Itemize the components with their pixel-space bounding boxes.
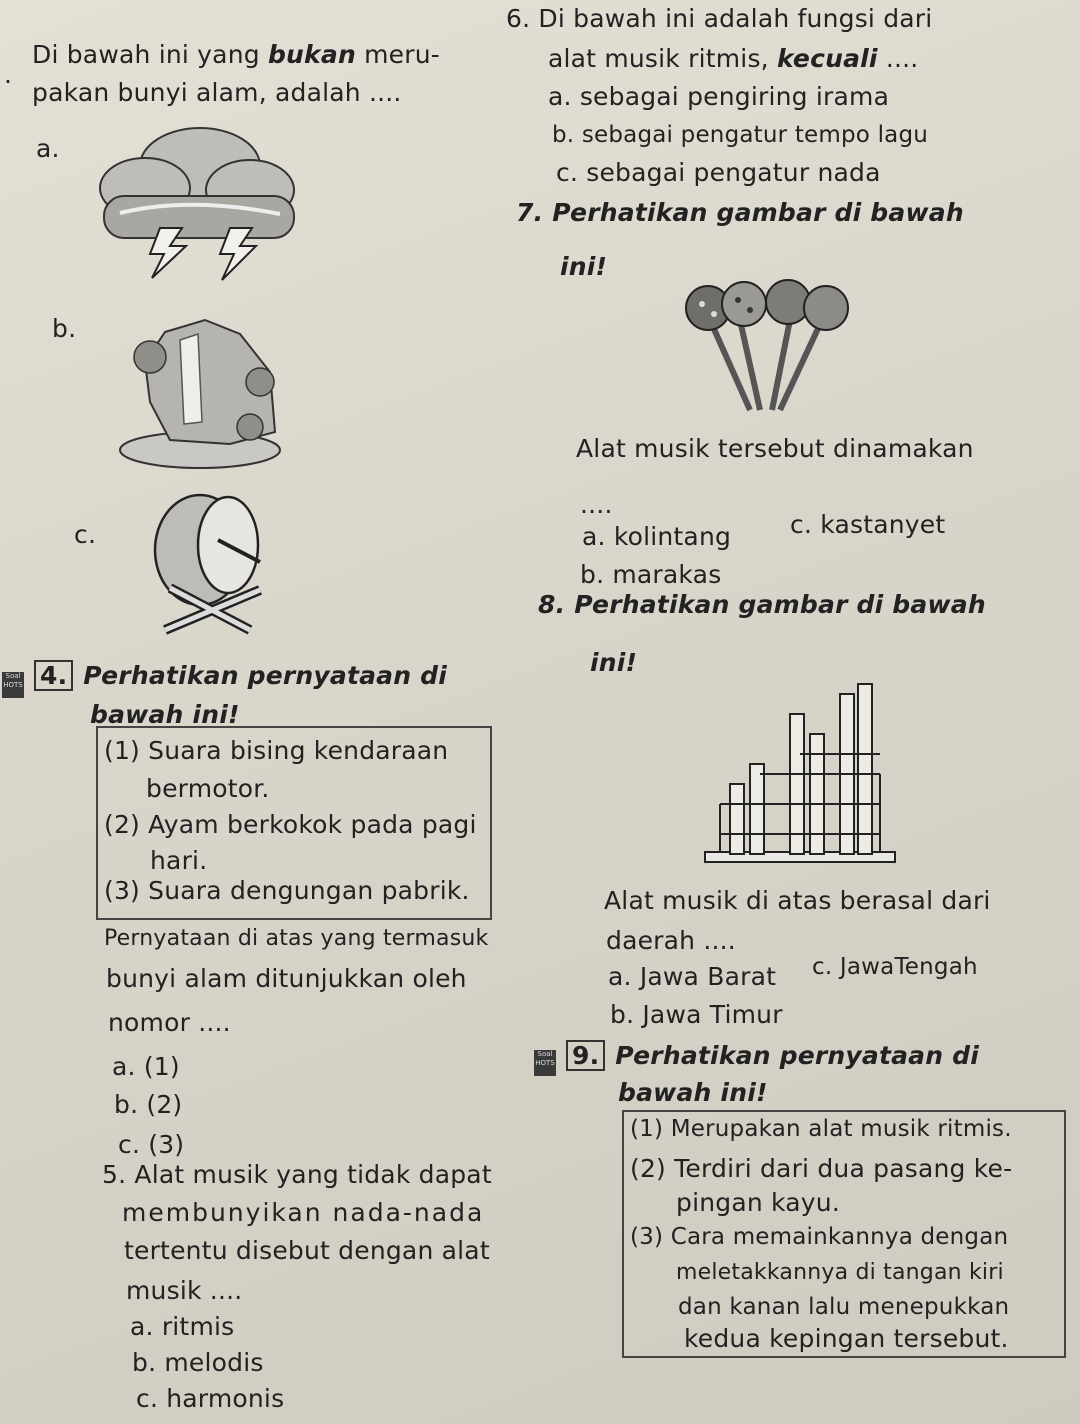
q3-marker: . [4,60,13,89]
q3-option-c-label: c. [74,520,97,549]
q7-line1: 7. Perhatikan gambar di bawah [516,198,964,227]
drum-image [140,490,280,635]
q9-statement-3b: meletakkannya di tangan kiri [676,1260,1004,1285]
q9-statement-3c: dan kanan lalu menepukkan [678,1294,1010,1320]
q7-line2: ini! [560,252,608,281]
q9-title-line2: bawah ini! [618,1078,768,1107]
q3-option-b-label: b. [52,314,77,343]
q4-title-line1: 4. Perhatikan pernyataan di [34,660,447,691]
hots-badge: Soal HOTS [2,672,24,698]
q9-title-line1: 9. Perhatikan pernyataan di [566,1040,979,1071]
q6-option-b: b. sebagai pengatur tempo lagu [552,122,929,148]
q4-statement-3: (3) Suara dengungan pabrik. [104,876,470,905]
storm-cloud-image [90,118,300,288]
hots-badge-9: Soal HOTS [534,1050,556,1076]
q6-line1: 6. Di bawah ini adalah fungsi dari [506,4,933,33]
q7-option-a: a. kolintang [582,522,732,551]
q4-option-c: c. (3) [118,1130,185,1159]
q4-question-line1: Pernyataan di atas yang termasuk [104,926,489,951]
q6-option-c: c. sebagai pengatur nada [556,158,881,187]
q7-caption: Alat musik tersebut dinamakan [576,434,974,463]
q4-title-line2: bawah ini! [90,700,240,729]
q4-question-line2: bunyi alam ditunjukkan oleh [106,964,467,993]
q3-line2: pakan bunyi alam, adalah .... [32,78,402,107]
q3-option-a-label: a. [36,134,60,163]
q9-statement-1: (1) Merupakan alat musik ritmis. [630,1116,1012,1142]
q9-statement-2b: pingan kayu. [676,1188,840,1217]
q4-option-a: a. (1) [112,1052,180,1081]
q6-option-a: a. sebagai pengiring irama [548,82,890,111]
q4-question-line3: nomor .... [108,1008,231,1037]
q9-number: 9. [566,1040,605,1071]
q8-line1: 8. Perhatikan gambar di bawah [538,590,986,619]
q9-statement-3d: kedua kepingan tersebut. [684,1324,1009,1353]
q5-option-a: a. ritmis [130,1312,235,1341]
q4-option-b: b. (2) [114,1090,183,1119]
q5-line2: membunyikan nada-nada [122,1198,485,1227]
q8-caption2: daerah .... [606,926,736,955]
maracas-image [680,280,850,425]
q5-line3: tertentu disebut dengan alat [124,1236,490,1265]
q8-line2: ini! [590,648,638,677]
q9-statement-2a: (2) Terdiri dari dua pasang ke- [630,1154,1013,1183]
q8-option-a: a. Jawa Barat [608,962,777,991]
q7-dots: .... [580,490,613,519]
q4-statement-2a: (2) Ayam berkokok pada pagi [104,810,477,839]
q3-line1: Di bawah ini yang bukan meru- [32,40,440,69]
q8-caption1: Alat musik di atas berasal dari [604,886,991,915]
q5-line1: 5. Alat musik yang tidak dapat [102,1160,492,1189]
q8-option-b: b. Jawa Timur [610,1000,783,1029]
q9-statement-3a: (3) Cara memainkannya dengan [630,1224,1009,1250]
q4-statement-1a: (1) Suara bising kendaraan [104,736,449,765]
q4-statement-2b: hari. [150,846,208,875]
q5-option-c: c. harmonis [136,1384,285,1413]
q8-option-c: c. JawaTengah [812,954,978,980]
q4-number: 4. [34,660,73,691]
angklung-image [700,674,900,874]
q5-line4: musik .... [126,1276,243,1305]
q7-option-b: b. marakas [580,560,722,589]
waterfall-image [110,312,290,472]
q7-option-c: c. kastanyet [790,510,946,539]
q5-option-b: b. melodis [132,1348,264,1377]
q4-statement-1b: bermotor. [146,774,270,803]
q6-line2: alat musik ritmis, kecuali .... [548,44,919,73]
